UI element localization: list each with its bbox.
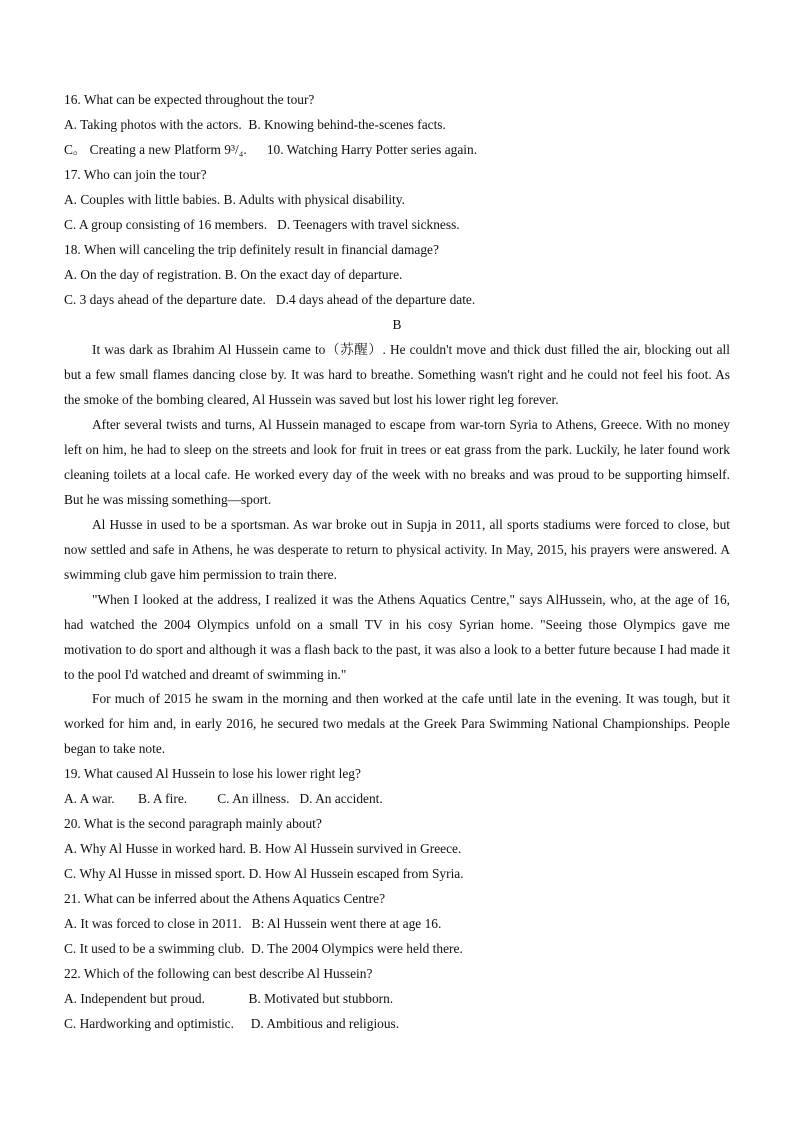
question-17-stem: 17. Who can join the tour? — [64, 167, 207, 182]
question-20-options-cd: C. Why Al Husse in missed sport. D. How Al Hussein escaped from Syria. — [64, 866, 464, 881]
passage-paragraph-2: After several twists and turns, Al Hussein managed to escape from war-torn Syria to Athens, Greece. With no money left on him, he had to sleep on the streets and look for fruit in trees or eat grass from the park. Luckily, he later found work cleaning toilets at a local cafe. He worked every day of the week with no breaks and was proud to be supporting himself. But he was missing something—sport. — [64, 417, 730, 507]
question-22-options-ab: A. Independent but proud. B. Motivated but stubborn. — [64, 991, 394, 1006]
question-21-options-cd: C. It used to be a swimming club. D. The 2004 Olympics were held there. — [64, 941, 463, 956]
question-16-stem: 16. What can be expected throughout the tour? — [64, 92, 315, 107]
question-21-stem: 21. What can be inferred about the Athens Aquatics Centre? — [64, 891, 386, 906]
question-16-options-ab: A. Taking photos with the actors. B. Knowing behind-the-scenes facts. — [64, 117, 446, 132]
question-22-options-cd: C. Hardworking and optimistic. D. Ambitious and religious. — [64, 1016, 400, 1031]
question-17-options-ab: A. Couples with little babies. B. Adults with physical disability. — [64, 192, 405, 207]
question-22-stem: 22. Which of the following can best describe Al Hussein? — [64, 966, 373, 981]
passage-paragraph-1: It was dark as Ibrahim Al Hussein came to（苏醒）. He couldn't move and thick dust filled the air, blocking out all but a few small flames dancing close by. It was hard to breathe. Something wasn't right and he could not feel his foot. As the smoke of the bombing cleared, Al Hussein was saved but lost his lower right leg forever. — [64, 342, 730, 407]
question-18-options-ab: A. On the day of registration. B. On the exact day of departure. — [64, 267, 403, 282]
passage-paragraph-4: "When I looked at the address, I realized it was the Athens Aquatics Centre," says AlHussein, who, at the age of 16, had watched the 2004 Olympics unfold on a small TV in his cosy Syrian home. "Seeing those Olympics gave me motivation to do sport and although it was a flash back to the past, it was also a look to a better future because I had made it to the pool I'd watched and dreamt of swimming in." — [64, 592, 730, 682]
question-19-options: A. A war. B. A fire. C. An illness. D. An accident. — [64, 791, 383, 806]
question-19-stem: 19. What caused Al Hussein to lose his lower right leg? — [64, 766, 361, 781]
question-17-options-cd: C. A group consisting of 16 members. D. Teenagers with travel sickness. — [64, 217, 460, 232]
question-20-stem: 20. What is the second paragraph mainly about? — [64, 816, 322, 831]
question-18-stem: 18. When will canceling the trip definitely result in financial damage? — [64, 242, 439, 257]
question-16-options-cd: C。 Creating a new Platform 9³/₄. 10. Watching Harry Potter series again. — [64, 142, 478, 157]
passage-paragraph-5: For much of 2015 he swam in the morning and then worked at the cafe until late in the evening. It was tough, but it worked for him and, in early 2016, he secured two medals at the Greek Para Swimming National Championships. People began to take note. — [64, 691, 730, 756]
question-21-options-ab: A. It was forced to close in 2011. B: Al Hussein went there at age 16. — [64, 916, 442, 931]
section-label: B — [392, 317, 402, 332]
question-18-options-cd: C. 3 days ahead of the departure date. D.4 days ahead of the departure date. — [64, 292, 476, 307]
passage-paragraph-3: Al Husse in used to be a sportsman. As war broke out in Supja in 2011, all sports stadiums were forced to close, but now settled and safe in Athens, he was desperate to return to physical activity. In May, 2015, his prayers were answered. A swimming club gave him permission to train there. — [64, 517, 730, 582]
question-20-options-ab: A. Why Al Husse in worked hard. B. How Al Hussein survived in Greece. — [64, 841, 462, 856]
